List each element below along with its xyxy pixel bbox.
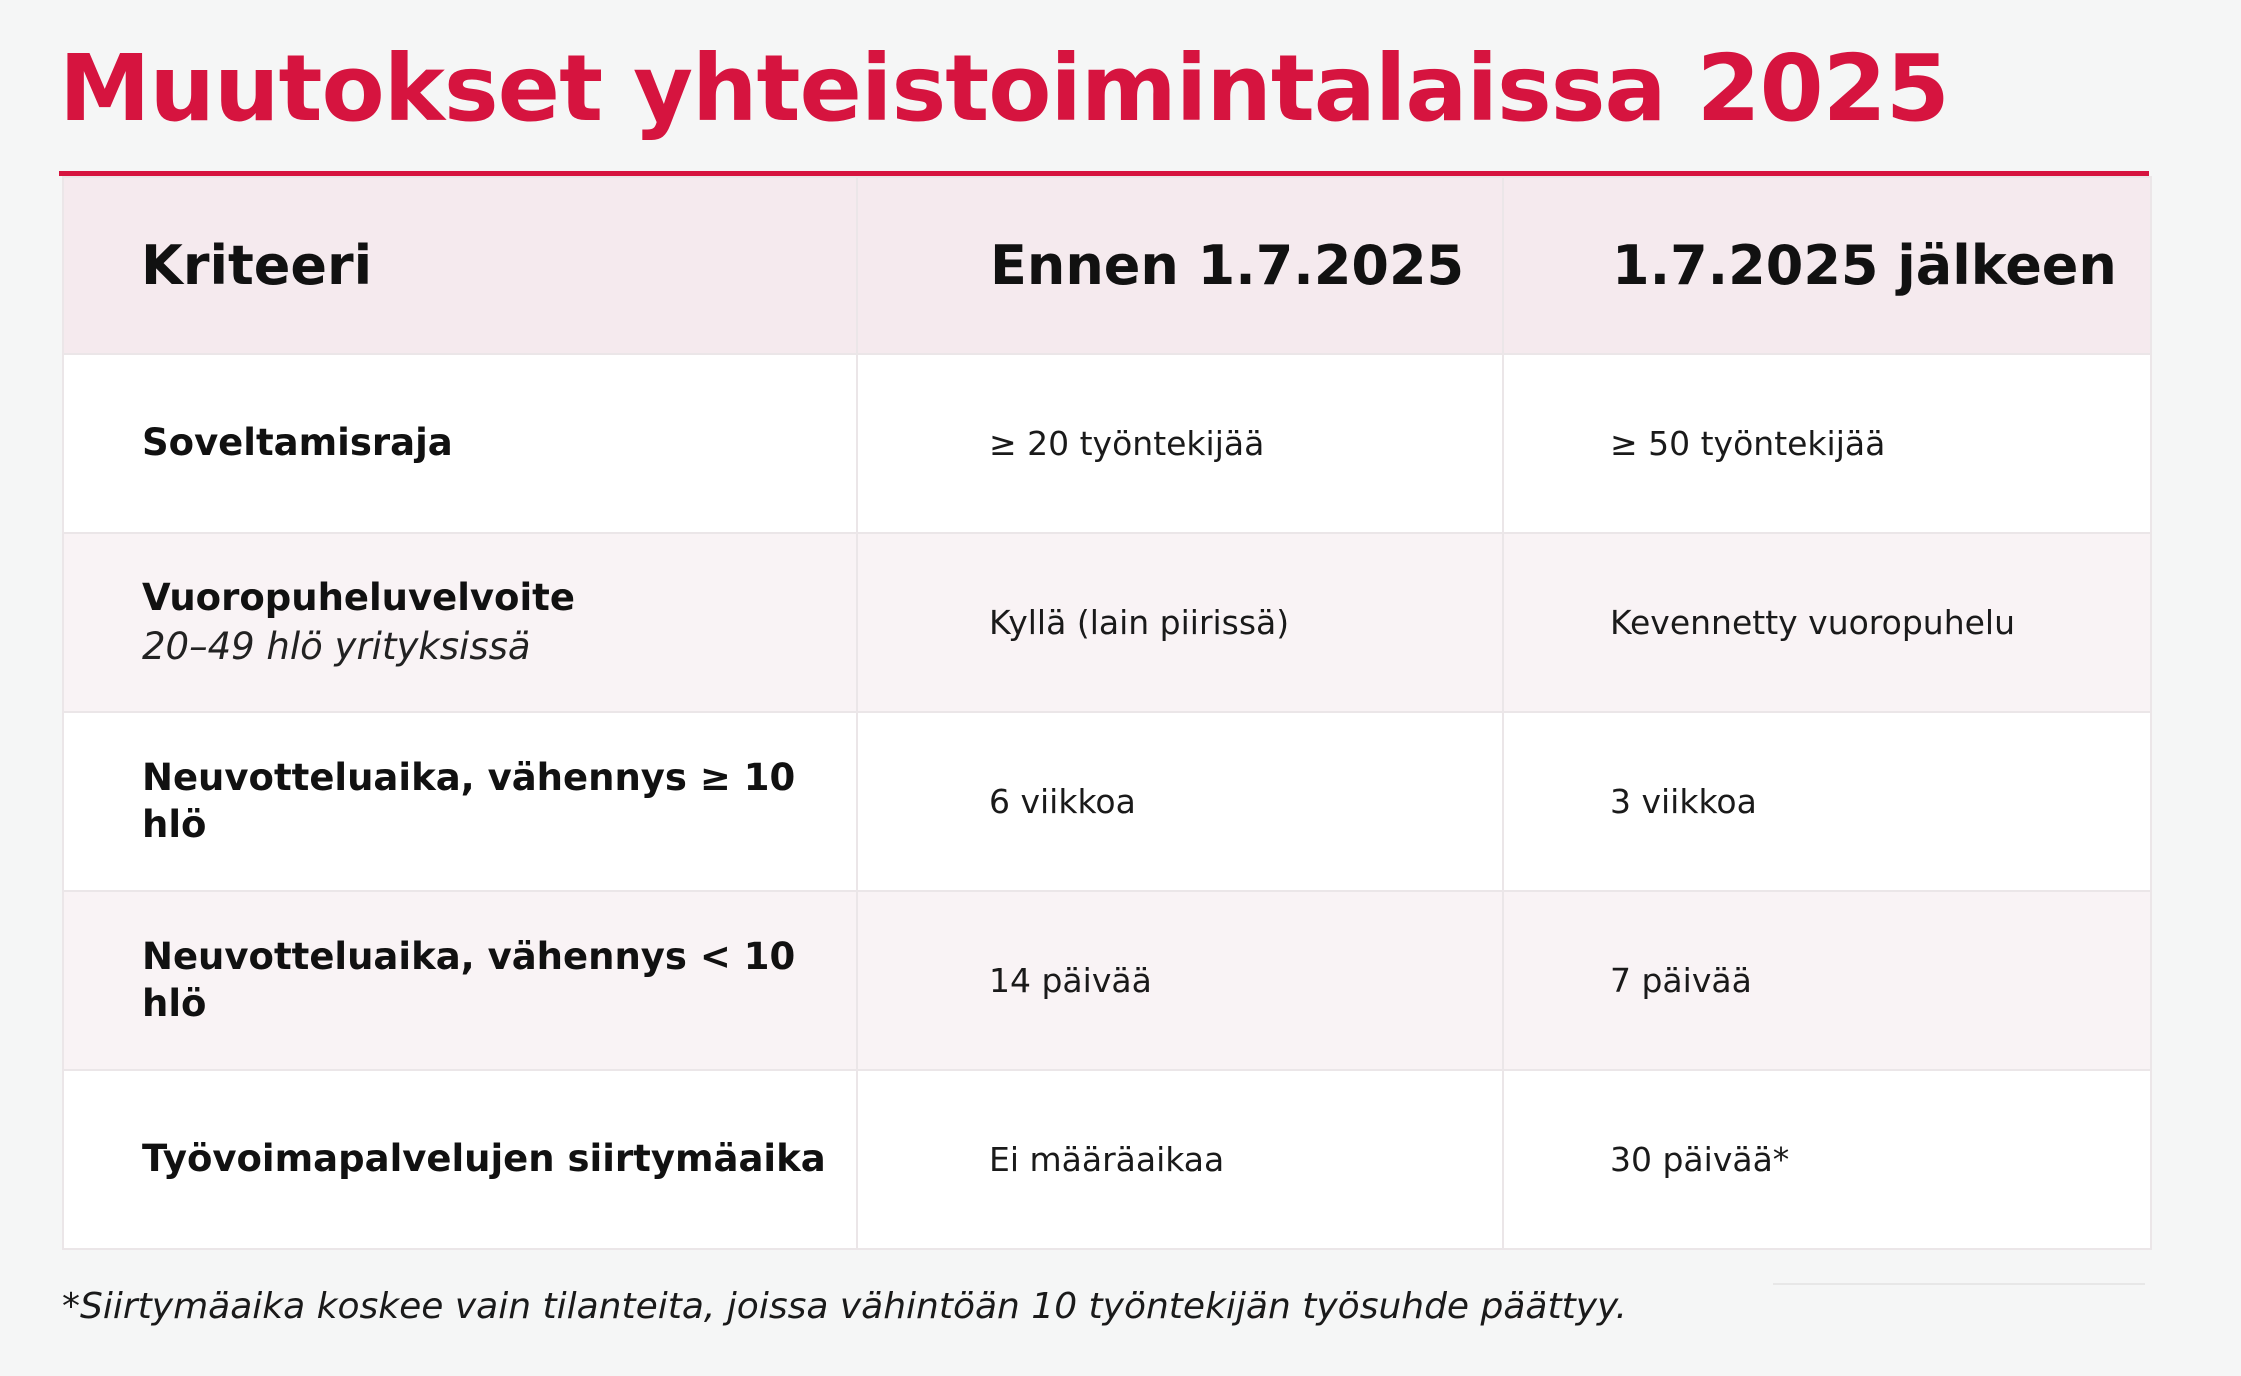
after-cell: 7 päivää [1503, 891, 2151, 1070]
after-cell: ≥ 50 työntekijää [1503, 354, 2151, 533]
header-after: 1.7.2025 jälkeen [1503, 177, 2151, 354]
table-row [63, 533, 2151, 712]
before-cell: Kyllä (lain piirissä) [857, 533, 1503, 712]
table-row [63, 712, 2151, 891]
before-cell: ≥ 20 työntekijää [857, 354, 1503, 533]
after-cell: 30 päivää* [1503, 1070, 2151, 1249]
criteria-cell [63, 533, 857, 712]
before-cell: 14 päivää [857, 891, 1503, 1070]
criteria-label: Neuvotteluaika, vähennys < 10 hlö [142, 935, 796, 1025]
footnote-divider [1773, 1283, 2145, 1285]
header-criteria: Kriteeri [63, 177, 857, 354]
after-cell: Kevennetty vuoropuhelu [1503, 533, 2151, 712]
before-cell: Ei määräaikaa [857, 1070, 1503, 1249]
criteria-cell [63, 712, 857, 891]
table-header-row [63, 177, 2151, 354]
criteria-label: Soveltamisraja [142, 421, 453, 465]
table-row [63, 354, 2151, 533]
table-row [63, 891, 2151, 1070]
table-row [63, 1070, 2151, 1249]
before-cell: 6 viikkoa [857, 712, 1503, 891]
after-cell: 3 viikkoa [1503, 712, 2151, 891]
criteria-cell [63, 354, 857, 533]
page-title: Muutokset yhteistoimintalaissa 2025 [59, 35, 1949, 142]
header-before: Ennen 1.7.2025 [857, 177, 1503, 354]
criteria-label: Neuvotteluaika, vähennys ≥ 10 hlö [142, 756, 796, 846]
criteria-cell [63, 1070, 857, 1249]
criteria-sublabel: 20–49 hlö yrityksissä [142, 624, 531, 668]
footnote: *Siirtymäaika koskee vain tilanteita, joissa vähintöän 10 työntekijän työsuhde päättyy. [62, 1286, 1627, 1327]
criteria-label: Vuoropuheluvelvoite [142, 576, 575, 620]
comparison-table [62, 176, 2152, 1250]
criteria-cell [63, 891, 857, 1070]
criteria-label: Työvoimapalvelujen siirtymäaika [142, 1137, 826, 1181]
